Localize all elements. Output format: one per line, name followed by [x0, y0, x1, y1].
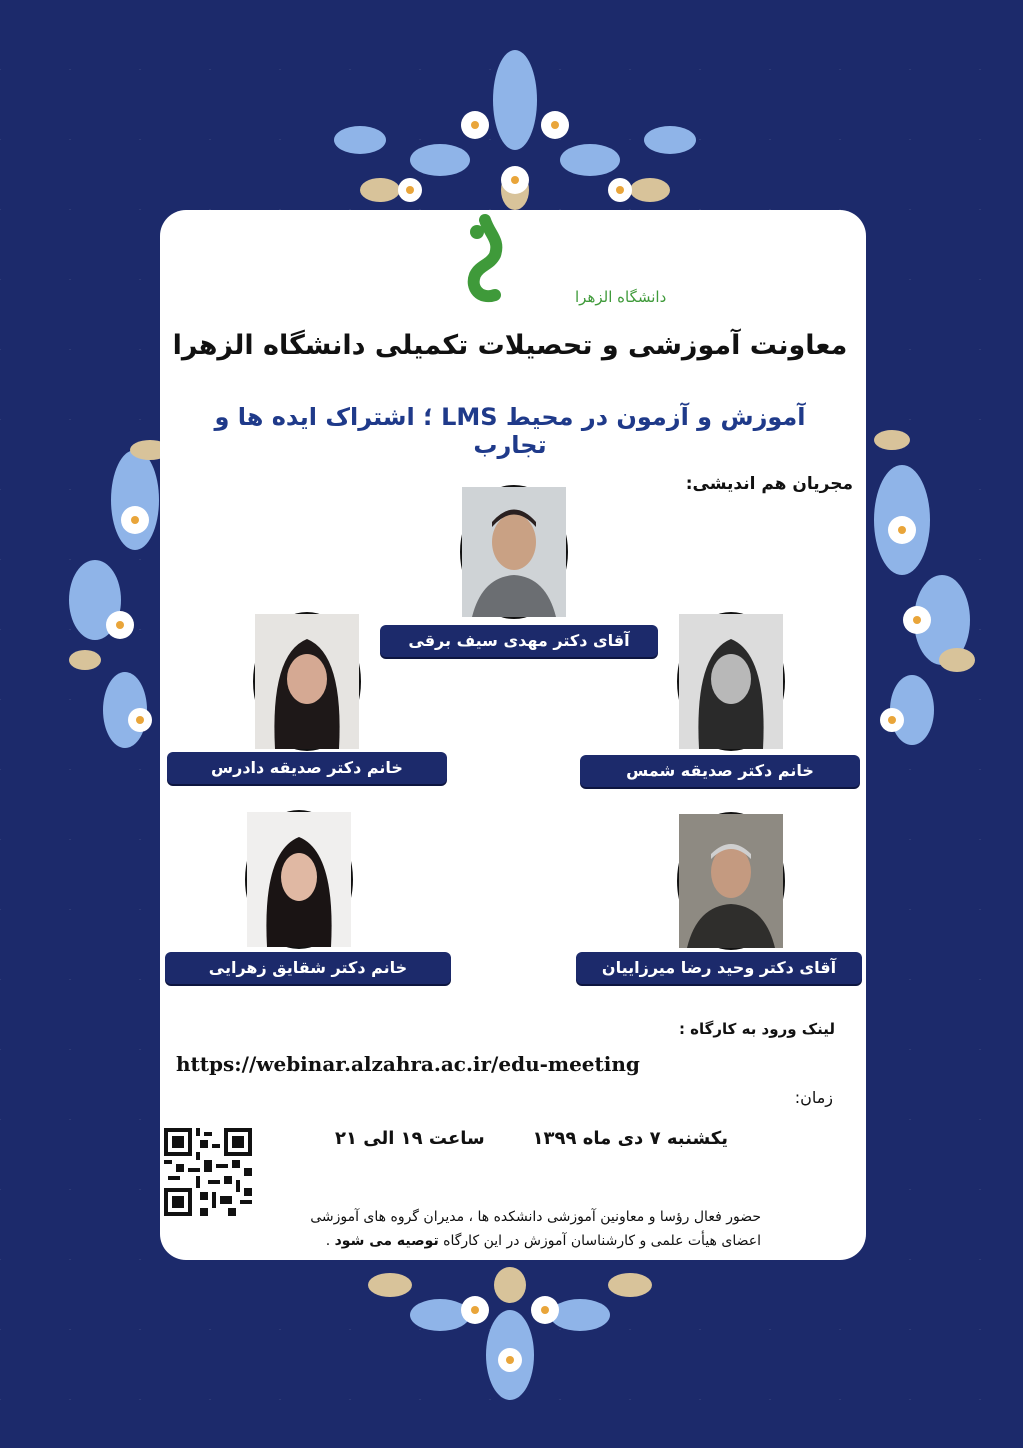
left-floral-ornament: [55, 420, 165, 820]
presenter-photo: [460, 485, 568, 619]
time-label: زمان:: [794, 1088, 833, 1107]
presenter-name-bar: آقای دکتر وحید رضا میرزاییان: [576, 952, 862, 984]
university-logo: [445, 210, 667, 310]
presenter-photo: [253, 612, 361, 751]
note-emphasis: توصیه می شود: [334, 1233, 439, 1249]
presenters-heading: مجریان هم اندیشی:: [685, 474, 853, 494]
presenter-name-bar: آقای دکتر مهدی سیف برقی: [380, 625, 658, 657]
note-line-2-end: .: [325, 1233, 331, 1249]
page-title: معاونت آموزشی و تحصیلات تکمیلی دانشگاه الزهرا: [172, 330, 848, 361]
presenter-name-bar: خانم دکتر صدیقه شمس: [580, 755, 860, 787]
event-date: یکشنبه ۷ دی ماه ۱۳۹۹: [532, 1128, 728, 1149]
note-line-2-start: اعضای هیأت علمی و کارشناسان آموزش در این کارگاه: [443, 1233, 761, 1249]
presenter-photo: [245, 810, 353, 949]
attendance-note: [310, 1205, 761, 1253]
right-floral-ornament: [862, 420, 992, 760]
event-hours: ساعت ۱۹ الی ۲۱: [335, 1128, 485, 1149]
webinar-link[interactable]: https://webinar.alzahra.ac.ir/edu-meeting: [176, 1052, 640, 1076]
presenter-photo: [677, 812, 785, 950]
presenter-photo: [677, 612, 785, 751]
bottom-floral-ornament: [330, 1255, 690, 1405]
note-line-2: [310, 1229, 761, 1253]
logo-text: دانشگاه الزهرا: [575, 288, 667, 306]
presenter-name-bar: خانم دکتر شقایق زهرایی: [165, 952, 451, 984]
page-subtitle: آموزش و آزمون در محیط LMS ؛ اشتراک ایده ها و تجارب: [214, 403, 806, 459]
top-floral-ornament: [300, 40, 730, 230]
note-line-1: حضور فعال رؤسا و معاونین آموزشی دانشکده ها ، مدیران گروه های آموزشی: [310, 1209, 761, 1225]
presenter-name-bar: خانم دکتر صدیقه دادرس: [167, 752, 447, 784]
link-label: لینک ورود به کارگاه :: [678, 1020, 835, 1038]
qr-code-icon[interactable]: [164, 1128, 252, 1216]
